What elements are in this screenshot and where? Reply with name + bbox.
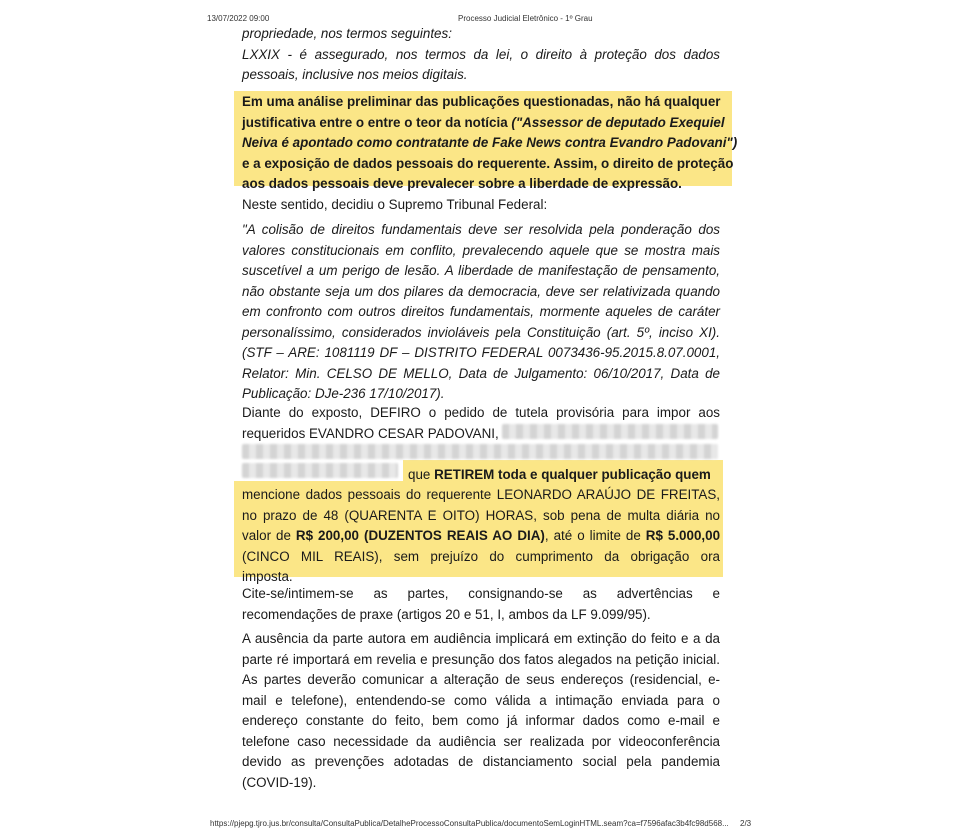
- text-segment: valor de: [242, 528, 296, 543]
- text-line: [242, 113, 725, 134]
- news-title-line: Neiva é apontado como contratante de Fake News contra Evandro Padovani"): [242, 135, 738, 150]
- text-line: A ausência da parte autora em audiência implicará em extinção do feito e a da: [242, 631, 720, 646]
- paragraph-decision: [242, 403, 720, 588]
- text-line: Cite-se/intimem-se as partes, consignando-se as advertências e: [242, 586, 720, 601]
- text-line: propriedade, nos termos seguintes:: [242, 26, 452, 41]
- text-line: pessoais, inclusive nos meios digitais.: [242, 67, 468, 82]
- news-title: ("Assessor de deputado Exequiel: [511, 114, 725, 130]
- text-line: (STF – ARE: 1081119 DF – DISTRITO FEDERAL 0073436-95.2015.8.07.0001,: [242, 345, 720, 360]
- text-segment-bold: RETIREM toda e qualquer publicação quem: [434, 466, 711, 482]
- text-line: no prazo de 48 (QUARENTA E OITO) HORAS, sob pena de multa diária no: [242, 507, 720, 523]
- text-line: requeridos EVANDRO CESAR PADOVANI,: [242, 425, 499, 441]
- text-line: endereço constante do feito, bem como já informar dados como e-mail e: [242, 713, 720, 728]
- text-segment-bold: R$ 200,00 (DUZENTOS REAIS AO DIA): [295, 528, 545, 543]
- text-line: Neste sentido, decidiu o Supremo Tribunal Federal:: [242, 197, 548, 212]
- print-title: Processo Judicial Eletrônico - 1º Grau: [458, 14, 593, 23]
- text-line: suscetível a um perigo de lesão. A liberdade de manifestação de pensamento,: [242, 263, 720, 278]
- paragraph-constitution: [242, 24, 720, 86]
- text-line: não obstante seja um dos pilares da democracia, deve ser relativizada quando: [242, 283, 720, 299]
- text-line: (CINCO MIL REAIS), sem prejuízo do cumprimento da obrigação ora: [242, 548, 720, 564]
- print-url: https://pjepg.tjro.jus.br/consulta/ConsultaPublica/DetalheProcessoConsultaPublica/documentoSemLoginHTML.seam?ca=f7596afac3b4fc98d568...: [210, 819, 729, 828]
- text-line: [242, 526, 720, 547]
- text-line: Relator: Min. CELSO DE MELLO, Data de Julgamento: 06/10/2017, Data de: [242, 365, 720, 381]
- paragraph-analysis: [242, 92, 738, 195]
- paragraph-hearing: [242, 629, 720, 793]
- text-line: parte ré importará em revelia e presunção dos fatos alegados na petição inicial.: [242, 651, 720, 667]
- text-line: imposta.: [242, 569, 293, 584]
- text-line: LXXIX - é assegurado, nos termos da lei, o direito à proteção dos dados: [242, 46, 720, 62]
- text-line: "A colisão de direitos fundamentais deve ser resolvida pela ponderação dos: [242, 222, 720, 237]
- text-line: As partes deverão comunicar a alteração de seus endereços (residencial, e-: [242, 672, 720, 687]
- print-date: 13/07/2022 09:00: [207, 14, 270, 23]
- text-line: telefone caso necessidade da audiência ser realizada por videoconferência: [242, 733, 720, 749]
- text-segment: , até o limite de: [544, 528, 646, 543]
- text-line: mencione dados pessoais do requerente LEONARDO ARAÚJO DE FREITAS,: [242, 487, 720, 502]
- stf-quote: [242, 220, 720, 405]
- text-line: devido as prevenções adotadas de distanciamento social pela pandemia: [242, 754, 720, 769]
- text-line: valores constitucionais em conflito, prevalecendo aquele que se mostra mais: [242, 242, 720, 258]
- text-segment: que: [408, 466, 435, 482]
- text-line: aos dados pessoais deve prevalecer sobre a liberdade de expressão.: [242, 176, 682, 191]
- text-line: [242, 465, 720, 486]
- text-line: mail e telefone), entendendo-se como válida a intimação enviada para o: [242, 692, 720, 708]
- page-number: 2/3: [740, 819, 752, 828]
- text-line: e a exposição de dados pessoais do requerente. Assim, o direito de proteção: [242, 155, 734, 171]
- text-line: Diante do exposto, DEFIRO o pedido de tutela provisória para impor aos: [242, 405, 720, 420]
- text-segment: justificativa entre o entre o teor da notícia: [242, 114, 512, 130]
- text-line: (COVID-19).: [242, 774, 317, 790]
- paragraph-citation: [242, 584, 720, 625]
- text-line: personalíssimo, considerados invioláveis pela Constituição (art. 5º, inciso XI).: [242, 324, 720, 340]
- text-segment-bold: R$ 5.000,00: [645, 528, 721, 543]
- text-line: recomendações de praxe (artigos 20 e 51, I, ambos da LF 9.099/95).: [242, 606, 651, 622]
- text-line: Em uma análise preliminar das publicações questionadas, não há qualquer: [242, 94, 721, 109]
- text-line: em confronto com outros direitos fundamentais, mormente aqueles de caráter: [242, 304, 720, 319]
- paragraph-stf-intro: [242, 195, 720, 216]
- redacted-line: [242, 444, 720, 465]
- text-line: Publicação: DJe-236 17/10/2017).: [242, 386, 445, 401]
